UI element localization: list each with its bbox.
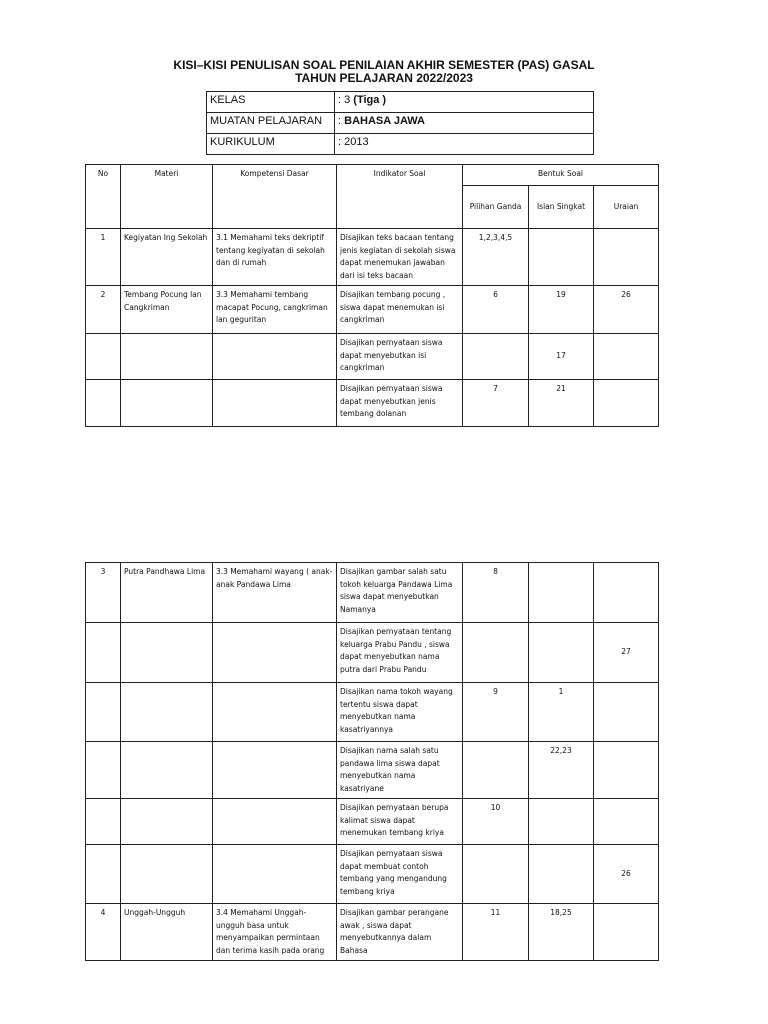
document-subtitle: TAHUN PELAJARAN 2022/2023 (295, 71, 473, 85)
cell-isian: 1 (529, 683, 594, 742)
table-row (86, 683, 659, 742)
info-prefix: : (338, 115, 345, 127)
cell-kd (213, 623, 337, 683)
info-label: KELAS (207, 92, 335, 113)
cell-isian (529, 845, 594, 904)
cell-no: 3 (86, 563, 121, 623)
info-row-kurikulum (207, 134, 594, 155)
table-row (86, 623, 659, 683)
cell-indikator: Disajikan pernyataan siswa dapat membuat contoh tembang yang mengandung tembang kriya (337, 845, 463, 904)
cell-pg: 1,2,3,4,5 (463, 229, 529, 286)
cell-materi: Unggah-Ungguh (121, 904, 213, 961)
cell-indikator: Disajikan nama salah satu pandawa lima siswa dapat menyebutkan nama kasatriyane (337, 742, 463, 799)
cell-no (86, 799, 121, 845)
cell-materi (121, 683, 213, 742)
info-value: (Tiga ) (353, 94, 387, 106)
cell-uraian: 27 (594, 623, 659, 683)
cell-isian (529, 799, 594, 845)
cell-isian (529, 623, 594, 683)
cell-no (86, 380, 121, 427)
cell-isian: 18,25 (529, 904, 594, 961)
header-isian-singkat: Isian Singkat (529, 186, 594, 229)
cell-materi (121, 845, 213, 904)
cell-no (86, 683, 121, 742)
cell-isian: 21 (529, 380, 594, 427)
cell-no (86, 334, 121, 380)
cell-isian (529, 563, 594, 623)
cell-pg (463, 623, 529, 683)
cell-indikator: Disajikan nama tokoh wayang tertentu siswa dapat menyebutkan nama kasatriyannya (337, 683, 463, 742)
header-materi: Materi (121, 165, 213, 229)
cell-kd: 3.1 Memahami teks dekriptif tentang kegiyatan di sekolah dan di rumah (213, 229, 337, 286)
cell-uraian (594, 229, 659, 286)
kisi-table-part2 (85, 562, 659, 961)
table-row (86, 742, 659, 799)
cell-kd: 3.4 Memahami Unggah-ungguh basa untuk menyampaikan permintaan dan terima kasih pada orang (213, 904, 337, 961)
cell-kd (213, 845, 337, 904)
info-row-kelas (207, 92, 594, 113)
info-label: MUATAN PELAJARAN (207, 113, 335, 134)
header-kompetensi-dasar: Kompetensi Dasar (213, 165, 337, 229)
header-uraian: Uraian (594, 186, 659, 229)
cell-kd (213, 683, 337, 742)
table-row (86, 286, 659, 334)
cell-no (86, 845, 121, 904)
info-value-cell (335, 134, 594, 155)
cell-indikator: Disajikan gambar perangane awak , siswa dapat menyebutkannya dalam Bahasa (337, 904, 463, 961)
cell-pg (463, 334, 529, 380)
cell-pg: 9 (463, 683, 529, 742)
info-row-muatan (207, 113, 594, 134)
cell-isian (529, 229, 594, 286)
table-row (86, 334, 659, 380)
table-row (86, 380, 659, 427)
cell-uraian (594, 683, 659, 742)
info-prefix: : 3 (338, 94, 354, 106)
cell-uraian (594, 904, 659, 961)
info-prefix: : 2013 (338, 136, 369, 148)
header-pilihan-ganda: Pilihan Ganda (463, 186, 529, 229)
cell-uraian (594, 334, 659, 380)
cell-pg: 10 (463, 799, 529, 845)
cell-uraian (594, 742, 659, 799)
cell-uraian (594, 799, 659, 845)
cell-pg (463, 742, 529, 799)
cell-indikator: Disajikan pernyataan siswa dapat menyebutkan isi cangkriman (337, 334, 463, 380)
table-row (86, 904, 659, 961)
cell-materi (121, 334, 213, 380)
info-value-cell (335, 113, 594, 134)
cell-kd (213, 334, 337, 380)
cell-no: 2 (86, 286, 121, 334)
cell-isian: 19 (529, 286, 594, 334)
table-row (86, 845, 659, 904)
cell-pg (463, 845, 529, 904)
cell-uraian: 26 (594, 286, 659, 334)
cell-isian: 22,23 (529, 742, 594, 799)
cell-uraian (594, 563, 659, 623)
cell-pg: 6 (463, 286, 529, 334)
info-value-cell (335, 92, 594, 113)
cell-indikator: Disajikan tembang pocung , siswa dapat menemukan isi cangkriman (337, 286, 463, 334)
cell-indikator: Disajikan teks bacaan tentang jenis kegiatan di sekolah siswa dapat menemukan jawaban dari isi teks bacaan (337, 229, 463, 286)
cell-no: 4 (86, 904, 121, 961)
cell-materi (121, 380, 213, 427)
cell-materi: Kegiyatan Ing Sekolah (121, 229, 213, 286)
cell-kd (213, 380, 337, 427)
cell-kd (213, 799, 337, 845)
kisi-table-part1 (85, 164, 659, 427)
cell-pg: 8 (463, 563, 529, 623)
cell-indikator: Disajikan gambar salah satu tokoh keluarga Pandawa Lima siswa dapat menyebutkan Namanya (337, 563, 463, 623)
cell-kd: 3.3 Memahami wayang ( anak-anak Pandawa Lima (213, 563, 337, 623)
header-row (86, 165, 659, 186)
cell-pg: 11 (463, 904, 529, 961)
document-title: KISI–KISI PENULISAN SOAL PENILAIAN AKHIR SEMESTER (PAS) GASAL (173, 58, 595, 72)
header-no: No (86, 165, 121, 229)
cell-pg: 7 (463, 380, 529, 427)
info-table (206, 91, 594, 155)
header-bentuk-soal: Bentuk Soal (463, 165, 659, 186)
cell-isian: 17 (529, 334, 594, 380)
cell-kd (213, 742, 337, 799)
cell-materi (121, 623, 213, 683)
info-label: KURIKULUM (207, 134, 335, 155)
cell-materi (121, 742, 213, 799)
cell-indikator: Disajikan pernyataan siswa dapat menyebutkan jenis tembang dolanan (337, 380, 463, 427)
cell-indikator: Disajikan pernyataan tentang keluarga Prabu Pandu , siswa dapat menyebutkan nama putra dari Prabu Pandu (337, 623, 463, 683)
header-indikator-soal: Indikator Soal (337, 165, 463, 229)
cell-uraian: 26 (594, 845, 659, 904)
cell-kd: 3.3 Memahami tembang macapat Pocung, cangkriman lan geguritan (213, 286, 337, 334)
cell-uraian (594, 380, 659, 427)
table-row (86, 229, 659, 286)
cell-no (86, 742, 121, 799)
cell-no: 1 (86, 229, 121, 286)
cell-materi: Putra Pandhawa Lima (121, 563, 213, 623)
cell-no (86, 623, 121, 683)
cell-materi: Tembang Pocung lan Cangkriman (121, 286, 213, 334)
table-row (86, 799, 659, 845)
table-row (86, 563, 659, 623)
info-value: BAHASA JAWA (344, 115, 426, 127)
cell-indikator: Disajikan pernyataan berupa kalimat siswa dapat menemukan tembang kriya (337, 799, 463, 845)
cell-materi (121, 799, 213, 845)
